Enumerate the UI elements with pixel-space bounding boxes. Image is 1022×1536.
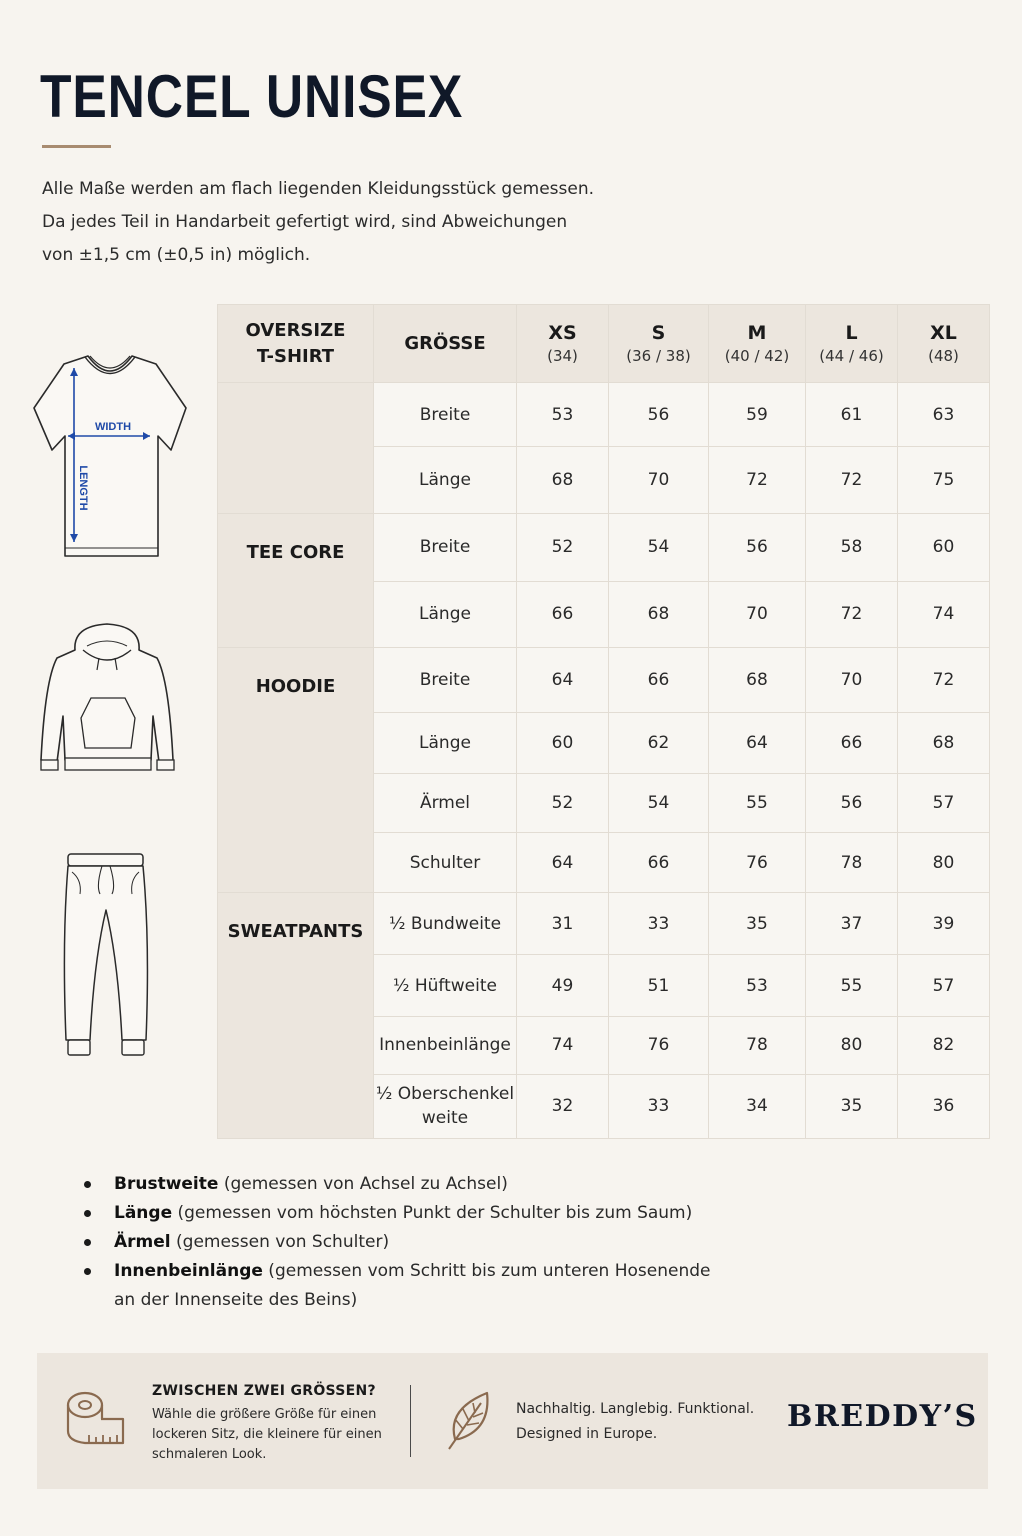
header-size-xs xyxy=(517,305,609,383)
value-cell: 70 xyxy=(609,447,709,514)
value-cell: 58 xyxy=(806,514,898,581)
sweatpants-illustration xyxy=(60,850,155,1065)
value-cell: 80 xyxy=(806,1016,898,1074)
bullet-icon xyxy=(84,1268,91,1275)
footer-heading: ZWISCHEN ZWEI GRÖSSEN? xyxy=(152,1383,376,1399)
size-code: XS xyxy=(548,321,577,344)
size-table xyxy=(217,304,990,1139)
measure-label: Breite xyxy=(374,647,517,712)
measure-label: Breite xyxy=(374,514,517,581)
value-cell: 55 xyxy=(806,955,898,1016)
value-cell: 72 xyxy=(806,581,898,647)
intro-line: Alle Maße werden am flach liegenden Kleidungsstück gemessen. xyxy=(42,179,595,199)
note-text: an der Innenseite des Beins) xyxy=(114,1290,358,1310)
measure-label xyxy=(374,1074,517,1138)
value-cell: 64 xyxy=(709,712,806,773)
length-label: LENGTH xyxy=(77,465,89,511)
value-cell: 32 xyxy=(517,1074,609,1138)
hoodie-illustration xyxy=(35,620,180,780)
table-row xyxy=(218,647,990,712)
size-number: (40 / 42) xyxy=(724,346,790,365)
value-cell: 56 xyxy=(709,514,806,581)
intro-text xyxy=(42,173,682,272)
header-product-line: OVERSIZE xyxy=(245,319,346,341)
value-cell: 57 xyxy=(898,774,990,833)
value-cell: 51 xyxy=(609,955,709,1016)
list-item xyxy=(84,1257,724,1315)
value-cell: 76 xyxy=(709,833,806,893)
value-cell: 54 xyxy=(609,514,709,581)
value-cell: 54 xyxy=(609,774,709,833)
header-size-m xyxy=(709,305,806,383)
footer-advice-line: Wähle die größere Größe für einen xyxy=(152,1407,377,1422)
size-code: M xyxy=(747,321,767,344)
value-cell: 31 xyxy=(517,893,609,955)
value-cell: 72 xyxy=(898,647,990,712)
value-cell: 49 xyxy=(517,955,609,1016)
size-code: S xyxy=(651,321,666,344)
bullet-icon xyxy=(84,1210,91,1217)
header-product-line: T-SHIRT xyxy=(256,345,335,367)
size-code: XL xyxy=(930,321,957,344)
value-cell: 82 xyxy=(898,1016,990,1074)
measure-label: Länge xyxy=(374,712,517,773)
leaf-icon xyxy=(445,1389,493,1451)
value-cell: 66 xyxy=(609,647,709,712)
value-cell: 53 xyxy=(517,383,609,447)
value-cell: 36 xyxy=(898,1074,990,1138)
product-cell-oversize-tshirt xyxy=(218,383,374,514)
header-size-l xyxy=(806,305,898,383)
product-cell-hoodie: HOODIE xyxy=(218,647,374,893)
footer-tagline xyxy=(516,1397,754,1447)
value-cell: 80 xyxy=(898,833,990,893)
value-cell: 63 xyxy=(898,383,990,447)
measurement-notes xyxy=(84,1170,724,1315)
size-number: (36 / 38) xyxy=(626,346,691,365)
value-cell: 56 xyxy=(609,383,709,447)
intro-line: Da jedes Teil in Handarbeit gefertigt wird, sind Abweichungen xyxy=(42,212,568,232)
value-cell: 68 xyxy=(709,647,806,712)
value-cell: 78 xyxy=(806,833,898,893)
size-number: (34) xyxy=(547,346,578,365)
value-cell: 39 xyxy=(898,893,990,955)
measure-label-line: ½ Oberschenkel xyxy=(375,1084,515,1105)
note-text: (gemessen von Schulter) xyxy=(170,1232,390,1252)
measure-label: Schulter xyxy=(374,833,517,893)
value-cell: 52 xyxy=(517,514,609,581)
value-cell: 68 xyxy=(609,581,709,647)
size-code: L xyxy=(845,321,858,344)
table-row xyxy=(218,514,990,581)
table-row xyxy=(218,383,990,447)
size-number: (44 / 46) xyxy=(819,346,884,365)
value-cell: 68 xyxy=(517,447,609,514)
page-title: TENCEL UNISEX xyxy=(40,63,464,130)
value-cell: 78 xyxy=(709,1016,806,1074)
note-term: Innenbeinlänge xyxy=(114,1261,263,1281)
list-item xyxy=(84,1199,724,1228)
value-cell: 66 xyxy=(806,712,898,773)
measure-label: Ärmel xyxy=(374,774,517,833)
value-cell: 34 xyxy=(709,1074,806,1138)
footer-advice-line: schmaleren Look. xyxy=(152,1447,267,1462)
value-cell: 74 xyxy=(898,581,990,647)
value-cell: 74 xyxy=(517,1016,609,1074)
value-cell: 75 xyxy=(898,447,990,514)
table-header-row xyxy=(218,305,990,383)
value-cell: 35 xyxy=(806,1074,898,1138)
value-cell: 53 xyxy=(709,955,806,1016)
intro-line: von ±1,5 cm (±0,5 in) möglich. xyxy=(42,245,311,265)
value-cell: 64 xyxy=(517,647,609,712)
tshirt-illustration xyxy=(30,350,190,565)
value-cell: 55 xyxy=(709,774,806,833)
value-cell: 62 xyxy=(609,712,709,773)
value-cell: 52 xyxy=(517,774,609,833)
value-cell: 76 xyxy=(609,1016,709,1074)
value-cell: 61 xyxy=(806,383,898,447)
value-cell: 33 xyxy=(609,1074,709,1138)
note-text: (gemessen vom höchsten Punkt der Schulter bis zum Saum) xyxy=(172,1203,693,1223)
value-cell: 57 xyxy=(898,955,990,1016)
value-cell: 66 xyxy=(517,581,609,647)
value-cell: 70 xyxy=(709,581,806,647)
footer-advice xyxy=(152,1405,392,1465)
list-item xyxy=(84,1170,724,1199)
value-cell: 56 xyxy=(806,774,898,833)
measure-label: Breite xyxy=(374,383,517,447)
note-term: Ärmel xyxy=(114,1232,171,1252)
value-cell: 72 xyxy=(709,447,806,514)
bullet-icon xyxy=(84,1181,91,1188)
value-cell: 37 xyxy=(806,893,898,955)
measure-label: ½ Hüftweite xyxy=(374,955,517,1016)
value-cell: 35 xyxy=(709,893,806,955)
measuring-tape-icon xyxy=(65,1389,127,1447)
note-term: Länge xyxy=(114,1203,173,1223)
measure-label: Innenbeinlänge xyxy=(374,1016,517,1074)
measure-label-line: weite xyxy=(421,1108,469,1129)
header-size: GRÖSSE xyxy=(374,305,517,383)
measure-label: Länge xyxy=(374,447,517,514)
bullet-icon xyxy=(84,1239,91,1246)
header-size-xl xyxy=(898,305,990,383)
value-cell: 70 xyxy=(806,647,898,712)
header-product xyxy=(218,305,374,383)
measure-label: Länge xyxy=(374,581,517,647)
value-cell: 59 xyxy=(709,383,806,447)
note-text: (gemessen von Achsel zu Achsel) xyxy=(218,1174,508,1194)
footer-tagline-line: Designed in Europe. xyxy=(516,1426,658,1442)
value-cell: 64 xyxy=(517,833,609,893)
value-cell: 60 xyxy=(517,712,609,773)
value-cell: 33 xyxy=(609,893,709,955)
value-cell: 60 xyxy=(898,514,990,581)
title-underline xyxy=(42,145,111,148)
value-cell: 66 xyxy=(609,833,709,893)
footer-banner xyxy=(37,1353,988,1489)
footer-advice-line: lockeren Sitz, die kleinere für einen xyxy=(152,1427,382,1442)
note-text: (gemessen vom Schritt bis zum unteren Hosenende xyxy=(262,1261,711,1281)
table-row xyxy=(218,893,990,955)
product-cell-sweatpants: SWEATPANTS xyxy=(218,893,374,1139)
list-item xyxy=(84,1228,724,1257)
note-term: Brustweite xyxy=(114,1174,219,1194)
product-cell-tee-core: TEE CORE xyxy=(218,514,374,647)
brand-logo: BREDDY’S xyxy=(787,1399,978,1434)
size-number: (48) xyxy=(928,346,959,365)
value-cell: 72 xyxy=(806,447,898,514)
width-label: WIDTH xyxy=(94,421,132,433)
footer-divider xyxy=(410,1385,411,1457)
header-size-s xyxy=(609,305,709,383)
value-cell: 68 xyxy=(898,712,990,773)
footer-tagline-line: Nachhaltig. Langlebig. Funktional. xyxy=(516,1401,755,1417)
measure-label: ½ Bundweite xyxy=(374,893,517,955)
